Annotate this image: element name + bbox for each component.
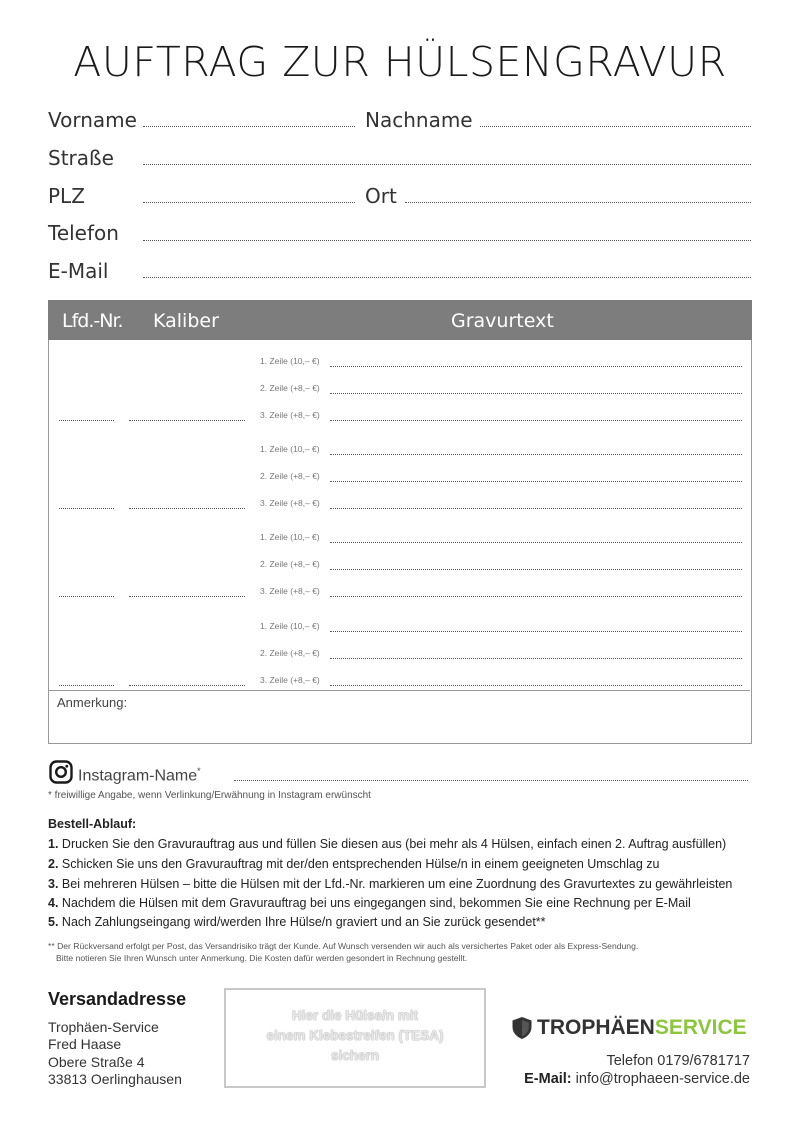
strasse-label: Straße <box>48 146 114 170</box>
contact-phone: Telefon 0179/6781717 <box>606 1053 750 1069</box>
ort-label: Ort <box>365 184 397 208</box>
address-line: 33813 Oerlinghausen <box>48 1071 182 1087</box>
ort-field[interactable] <box>405 202 751 203</box>
plz-field[interactable] <box>143 202 355 203</box>
engraving-line-label: 2. Zeile (+8,– €) <box>260 559 320 569</box>
step-5: 5. Nach Zahlungseingang wird/werden Ihre Hülse/n graviert und an Sie zurück gesendet** <box>48 915 546 929</box>
header-kaliber: Kaliber <box>153 310 219 332</box>
kaliber-field[interactable] <box>129 685 245 686</box>
engraving-line-field[interactable] <box>330 393 742 394</box>
shipping-title: Versandadresse <box>48 989 187 1009</box>
email-label: E-Mail <box>48 259 109 283</box>
nachname-label: Nachname <box>365 108 473 132</box>
engraving-line-label: 2. Zeile (+8,– €) <box>260 648 320 658</box>
footnote-line-2: Bitte notieren Sie Ihren Wunsch unter Anmerkung. Die Kosten dafür werden gesondert in Rechnung gestellt. <box>56 953 468 963</box>
engraving-line-field[interactable] <box>330 508 742 509</box>
email-field[interactable] <box>143 277 751 278</box>
engraving-line-field[interactable] <box>330 569 742 570</box>
tape-note: Hier die Hülse/n mit einem Klebestreifen (TESA) sichern <box>266 1008 444 1063</box>
engraving-line-label: 3. Zeile (+8,– €) <box>260 498 320 508</box>
remark-label: Anmerkung: <box>57 695 128 710</box>
contact-email: E-Mail: info@trophaeen-service.de <box>524 1071 750 1087</box>
instagram-note: * freiwillige Angabe, wenn Verlinkung/Erwähnung in Instagram erwünscht <box>48 790 371 801</box>
engraving-line-field[interactable] <box>330 420 742 421</box>
engraving-line-field[interactable] <box>330 481 742 482</box>
vorname-field[interactable] <box>143 126 355 127</box>
instagram-label: Instagram-Name* <box>78 766 201 785</box>
email-link[interactable]: info@trophaeen-service.de <box>575 1071 750 1087</box>
engraving-line-field[interactable] <box>330 596 742 597</box>
lfd-nr-field[interactable] <box>59 508 114 509</box>
engraving-line-label: 3. Zeile (+8,– €) <box>260 586 320 596</box>
vorname-label: Vorname <box>48 108 137 132</box>
address-line: Fred Haase <box>48 1036 122 1052</box>
nachname-field[interactable] <box>480 126 751 127</box>
engraving-line-label: 1. Zeile (10,– €) <box>260 356 320 366</box>
kaliber-field[interactable] <box>129 596 245 597</box>
telefon-label: Telefon <box>48 221 119 245</box>
lfd-nr-field[interactable] <box>59 685 114 686</box>
instagram-field[interactable] <box>234 780 748 781</box>
engraving-line-field[interactable] <box>330 658 742 659</box>
instagram-icon <box>49 760 73 789</box>
step-2: 2. Schicken Sie uns den Gravurauftrag mit der/den entsprechenden Hülse/n in einem geeigneten Umschlag zu <box>48 857 660 871</box>
engraving-line-field[interactable] <box>330 454 742 455</box>
engraving-line-label: 1. Zeile (10,– €) <box>260 621 320 631</box>
address-line: Obere Straße 4 <box>48 1054 145 1070</box>
engraving-line-label: 1. Zeile (10,– €) <box>260 444 320 454</box>
step-3: 3. Bei mehreren Hülsen – bitte die Hülsen mit der Lfd.-Nr. markieren um eine Zuordnung des Gravurtextes zu gewährleisten <box>48 877 733 891</box>
page-title: AUFTRAG ZUR HÜLSENGRAVUR <box>73 38 727 86</box>
footnote-line-1: ** Der Rückversand erfolgt per Post, das Versandrisiko trägt der Kunde. Auf Wunsch versenden wir auch als versichertes Paket oder als Express-Sendung. <box>48 941 639 951</box>
plz-label: PLZ <box>48 184 85 208</box>
engraving-line-label: 2. Zeile (+8,– €) <box>260 383 320 393</box>
engraving-line-field[interactable] <box>330 366 742 367</box>
brand-logo: TROPHÄENSERVICE <box>537 1016 747 1039</box>
remark-field[interactable] <box>49 712 749 740</box>
header-lfd-nr: Lfd.-Nr. <box>62 310 123 332</box>
engraving-line-label: 3. Zeile (+8,– €) <box>260 410 320 420</box>
step-1: 1. Drucken Sie den Gravurauftrag aus und füllen Sie diesen aus (bei mehr als 4 Hülsen, einfach einen 2. Auftrag ausfüllen) <box>48 837 727 851</box>
lfd-nr-field[interactable] <box>59 596 114 597</box>
kaliber-field[interactable] <box>129 420 245 421</box>
address-line: Trophäen-Service <box>48 1019 159 1035</box>
engraving-line-field[interactable] <box>330 542 742 543</box>
step-4: 4. Nachdem die Hülsen mit dem Gravurauftrag bei uns eingegangen sind, bekommen Sie eine Rechnung per E-Mail <box>48 896 691 910</box>
shield-icon <box>511 1016 533 1045</box>
remark-divider <box>48 690 750 691</box>
engraving-line-label: 3. Zeile (+8,– €) <box>260 675 320 685</box>
kaliber-field[interactable] <box>129 508 245 509</box>
strasse-field[interactable] <box>143 164 751 165</box>
engraving-line-field[interactable] <box>330 631 742 632</box>
header-gravurtext: Gravurtext <box>451 310 554 332</box>
engraving-line-field[interactable] <box>330 685 742 686</box>
lfd-nr-field[interactable] <box>59 420 114 421</box>
steps-title: Bestell-Ablauf: <box>48 817 137 831</box>
engraving-line-label: 2. Zeile (+8,– €) <box>260 471 320 481</box>
engraving-line-label: 1. Zeile (10,– €) <box>260 532 320 542</box>
telefon-field[interactable] <box>143 240 751 241</box>
